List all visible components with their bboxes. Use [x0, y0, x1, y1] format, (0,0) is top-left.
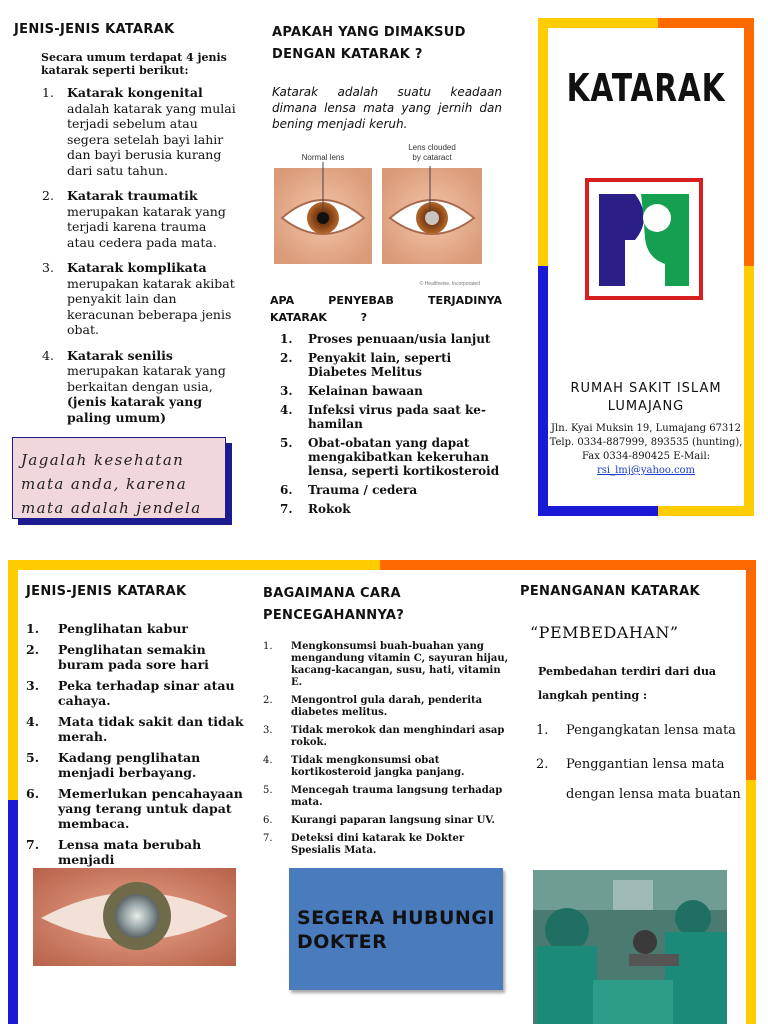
list-item: [520, 716, 742, 746]
item-text: Proses penuaan/usia lanjut: [308, 332, 491, 346]
item-text: Deteksi dini katarak ke Dokter Spesialis Mata.: [291, 833, 465, 856]
clouded-lens-label: Lens clouded: [408, 143, 456, 152]
item-number: 3.: [263, 725, 273, 736]
item-title: Katarak komplikata: [67, 260, 207, 275]
item-number: 4.: [263, 755, 273, 766]
item-text: Trauma / cedera: [308, 483, 418, 497]
causes-list: [270, 332, 502, 516]
item-number: 4.: [280, 403, 293, 417]
normal-eye-panel: [274, 162, 372, 264]
item-text: merupakan katarak yang berkaitan dengan usia,: [67, 363, 226, 394]
prevention-panel: [263, 583, 509, 863]
normal-lens-label: Normal lens: [301, 153, 345, 162]
item-text: Pengangkatan lensa mata: [566, 723, 736, 738]
list-item: [26, 642, 246, 672]
hospital-name-line2: LUMAJANG: [607, 399, 685, 414]
item-number: 6.: [280, 483, 293, 497]
item-text: Obat-obatan yang dapat mengakibatkan kekeruhan lensa, seperti kortikosteroid: [308, 436, 500, 478]
lens-comparison-figure: [272, 138, 484, 290]
list-item: [14, 85, 236, 178]
item-number: 1.: [42, 85, 54, 100]
surgery-photo: [533, 870, 727, 1024]
list-item: [263, 725, 509, 749]
phone: Telp. 0334-887999, 893535 (hunting),: [549, 437, 743, 448]
list-item: [263, 815, 509, 827]
item-number: 4.: [26, 714, 40, 729]
treatment-heading: PENANGANAN KATARAK: [520, 584, 700, 599]
list-item: [270, 483, 502, 497]
hospital-name-line1: RUMAH SAKIT ISLAM: [570, 381, 722, 396]
definition-text: Katarak adalah suatu keadaan dimana lensa mata yang jernih dan bening menjadi keruh.: [272, 85, 502, 131]
item-number: 7.: [280, 502, 293, 516]
list-item: [14, 260, 236, 338]
item-text: Mengkonsumsi buah-buahan yang mengandung vitamin C, sayuran hijau, kacang-kacangan, susu, hati, vitamin E.: [291, 641, 509, 688]
item-text: Rokok: [308, 502, 351, 516]
item-number: 1.: [263, 641, 273, 652]
item-number: 6.: [263, 815, 273, 826]
email-link[interactable]: rsi_lmj@yahoo.com: [596, 465, 696, 476]
item-text: adalah katarak yang mulai terjadi sebelum atau segera setelah bayi lahir dan bayi berusia kurang dari satu tahun.: [67, 100, 236, 178]
list-item: [263, 755, 509, 779]
symptoms-panel: [26, 584, 246, 873]
prevention-list: [263, 641, 509, 857]
definition-panel: [272, 22, 502, 132]
item-number: 2.: [280, 351, 293, 365]
types-intro: Secara umum terdapat 4 jenis katarak seperti berikut:: [41, 51, 227, 77]
item-number: 6.: [26, 786, 40, 801]
types-panel: [14, 22, 236, 435]
item-text: merupakan katarak yang terjadi karena trauma atau cedera pada mata.: [67, 203, 226, 250]
item-text: Mata tidak sakit dan tidak merah.: [58, 714, 244, 744]
list-item: [26, 786, 246, 831]
treatment-lead: Pembedahan terdiri dari dua langkah penting :: [538, 665, 717, 702]
item-number: 3.: [26, 678, 40, 693]
item-title: Katarak kongenital: [67, 85, 203, 100]
contact-doctor-banner: [289, 868, 503, 990]
item-number: 2.: [536, 757, 549, 772]
list-item: [263, 785, 509, 809]
item-note: (jenis katarak yang paling umum): [67, 394, 203, 425]
item-number: 2.: [42, 188, 54, 203]
list-item: [263, 833, 509, 857]
symptoms-list: [26, 621, 246, 867]
item-text: Penggantian lensa mata dengan lensa mata buatan: [566, 757, 741, 802]
list-item: [14, 188, 236, 250]
types-list: [14, 85, 236, 425]
item-text: Tidak mengkonsumsi obat kortikosteroid jangka panjang.: [291, 755, 465, 778]
treatment-subheading: “PEMBEDAHAN”: [530, 623, 679, 642]
quote-text: Jagalah kesehatan mata anda, karena mata adalah jendela: [21, 451, 202, 517]
cataract-eye-photo: [33, 868, 236, 966]
item-text: Mengontrol gula darah, penderita diabetes melitus.: [291, 695, 483, 718]
list-item: [14, 348, 236, 426]
clouded-eye-panel: [382, 166, 482, 264]
item-text: Memerlukan pencahayaan yang terang untuk dapat membaca.: [58, 786, 243, 831]
fax: Fax 0334-890425 E-Mail:: [581, 451, 711, 462]
item-number: 1.: [536, 723, 549, 738]
address: Jln. Kyai Muksin 19, Lumajang 67312: [550, 423, 741, 434]
hospital-name: [538, 380, 754, 416]
item-text: Mencegah trauma langsung terhadap mata.: [291, 785, 503, 808]
list-item: [26, 678, 246, 708]
item-number: 5.: [263, 785, 273, 796]
list-item: [26, 750, 246, 780]
item-text: Penyakit lain, seperti Diabetes Melitus: [308, 351, 452, 379]
types-heading: JENIS-JENIS KATARAK: [14, 22, 175, 37]
list-item: [270, 351, 502, 379]
list-item: [270, 332, 502, 346]
item-text: merupakan katarak akibat penyakit lain dan keracunan beberapa jenis obat.: [67, 275, 235, 337]
item-number: 5.: [26, 750, 40, 765]
item-number: 5.: [280, 436, 293, 450]
figure-credit: © Healthwise, Incorporated: [419, 281, 480, 287]
item-text: Peka terhadap sinar atau cahaya.: [58, 678, 235, 708]
item-text: Kelainan bawaan: [308, 384, 423, 398]
treatment-panel: [520, 584, 742, 814]
item-text: Kurangi paparan langsung sinar UV.: [291, 815, 495, 826]
contact-doctor-text: SEGERA HUBUNGI DOKTER: [297, 907, 495, 953]
quote-box: [12, 437, 226, 519]
causes-heading: APA PENYEBAB TERJADINYA KATARAK ?: [270, 294, 502, 324]
list-item: [26, 714, 246, 744]
brochure-title: KATARAK: [566, 66, 726, 110]
list-item: [270, 384, 502, 398]
prevention-heading: BAGAIMANA CARA PENCEGAHANNYA?: [263, 586, 405, 623]
list-item: [270, 436, 502, 478]
contact-info: [548, 422, 744, 478]
item-text: Tidak merokok dan menghindari asap rokok.: [291, 725, 505, 748]
list-item: [26, 837, 246, 867]
item-number: 3.: [280, 384, 293, 398]
clouded-lens-label-2: by cataract: [412, 153, 452, 162]
item-number: 2.: [263, 695, 273, 706]
item-text: Infeksi virus pada saat ke-hamilan: [308, 403, 486, 431]
list-item: [270, 502, 502, 516]
item-title: Katarak senilis: [67, 347, 173, 363]
item-number: 4.: [42, 347, 54, 363]
symptoms-heading: JENIS-JENIS KATARAK: [26, 584, 187, 599]
item-text: Kadang penglihatan menjadi berbayang.: [58, 750, 201, 780]
item-number: 1.: [26, 621, 40, 636]
causes-panel: [270, 292, 502, 521]
item-title: Katarak traumatik: [67, 188, 198, 203]
item-number: 2.: [26, 642, 40, 657]
item-text: Penglihatan semakin buram pada sore hari: [58, 642, 209, 672]
treatment-steps: [520, 716, 742, 810]
list-item: [26, 621, 246, 636]
list-item: [263, 641, 509, 689]
item-text: Lensa mata berubah menjadi: [58, 837, 202, 867]
item-number: 1.: [280, 332, 293, 346]
list-item: [263, 695, 509, 719]
definition-heading: APAKAH YANG DIMAKSUD DENGAN KATARAK ?: [272, 25, 466, 62]
item-number: 7.: [26, 837, 40, 852]
item-text: Penglihatan kabur: [58, 621, 189, 636]
list-item: [270, 403, 502, 431]
item-number: 3.: [42, 260, 54, 275]
hospital-logo: [585, 178, 703, 300]
item-number: 7.: [263, 833, 273, 844]
list-item: [520, 750, 742, 810]
